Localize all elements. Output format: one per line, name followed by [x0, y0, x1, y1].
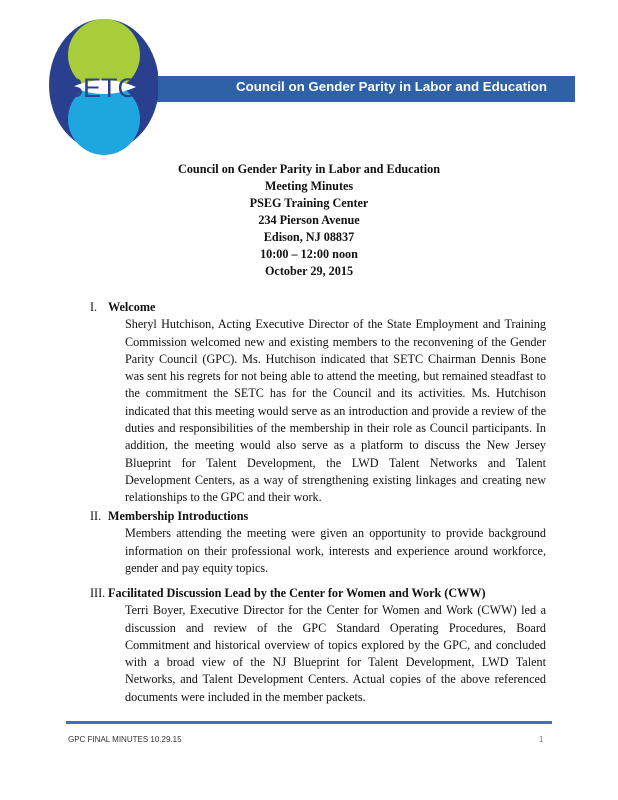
section-heading — [90, 508, 546, 525]
header-city: Edison, NJ 08837 — [263, 230, 355, 244]
section-number: I. — [90, 300, 98, 314]
meeting-header — [0, 161, 618, 280]
section-membership-introductions — [90, 508, 546, 577]
section-body: Members attending the meeting were given an opportunity to provide background information on their professional work, interests and experience around workforce, gender and pay equity topics. — [125, 526, 546, 575]
footer-rule — [66, 721, 552, 724]
section-body: Sheryl Hutchison, Acting Executive Director of the State Employment and Training Commission welcomed new and existing members to the reconvening of the Gender Parity Council (GPC). Ms. Hutchison indicated that SETC Chairman Dennis Bone was sent his regrets for not being able to attend the meeting, but remained steadfast to the commitment the SETC has for the Council and its activities. Ms. Hutchison indicated that this meeting would serve as an introduction and provide a review of the duties and responsibilities of the membership in their role as Council participants. In addition, the meeting would also serve as a platform to discuss the New Jersey Blueprint for Talent Development, the LWD Talent Networks and Talent Development Centers, as a way of strengthening existing linkages and creating new relationships to the GPC and their work. — [125, 317, 546, 505]
section-title: Membership Introductions — [108, 509, 249, 523]
setc-logo — [38, 17, 158, 157]
section-body: Terri Boyer, Executive Director for the Center for Women and Work (CWW) led a discussion and review of the GPC Standard Operating Procedures, Board Commitment and historical overview of topics explored by the GPC, and concluded with a broad view of the NJ Blueprint for Talent Development, LWD Talent Networks, and Talent Development Centers. Actual copies of the above referenced documents were included in the member packets. — [125, 603, 546, 704]
section-heading — [90, 299, 546, 316]
header-council-name: Council on Gender Parity in Labor and Education — [178, 162, 440, 176]
header-document-type: Meeting Minutes — [264, 179, 354, 193]
section-welcome — [90, 299, 546, 507]
section-heading — [90, 585, 546, 602]
section-title: Welcome — [108, 300, 156, 314]
header-street: 234 Pierson Avenue — [258, 213, 360, 227]
section-number: III. — [90, 586, 106, 600]
logo-text: SETC — [64, 73, 138, 103]
header-date: October 29, 2015 — [264, 264, 354, 278]
section-number: II. — [90, 509, 102, 523]
section-title: Facilitated Discussion Lead by the Center for Women and Work (CWW) — [108, 586, 486, 600]
page-number: 1 — [539, 735, 544, 744]
footer-document-id: GPC FINAL MINUTES 10.29.15 — [68, 735, 182, 744]
header-venue: PSEG Training Center — [249, 196, 369, 210]
banner-title: Council on Gender Parity in Labor and Education — [236, 79, 548, 94]
header-time: 10:00 – 12:00 noon — [260, 247, 358, 261]
section-facilitated-discussion — [90, 585, 546, 706]
